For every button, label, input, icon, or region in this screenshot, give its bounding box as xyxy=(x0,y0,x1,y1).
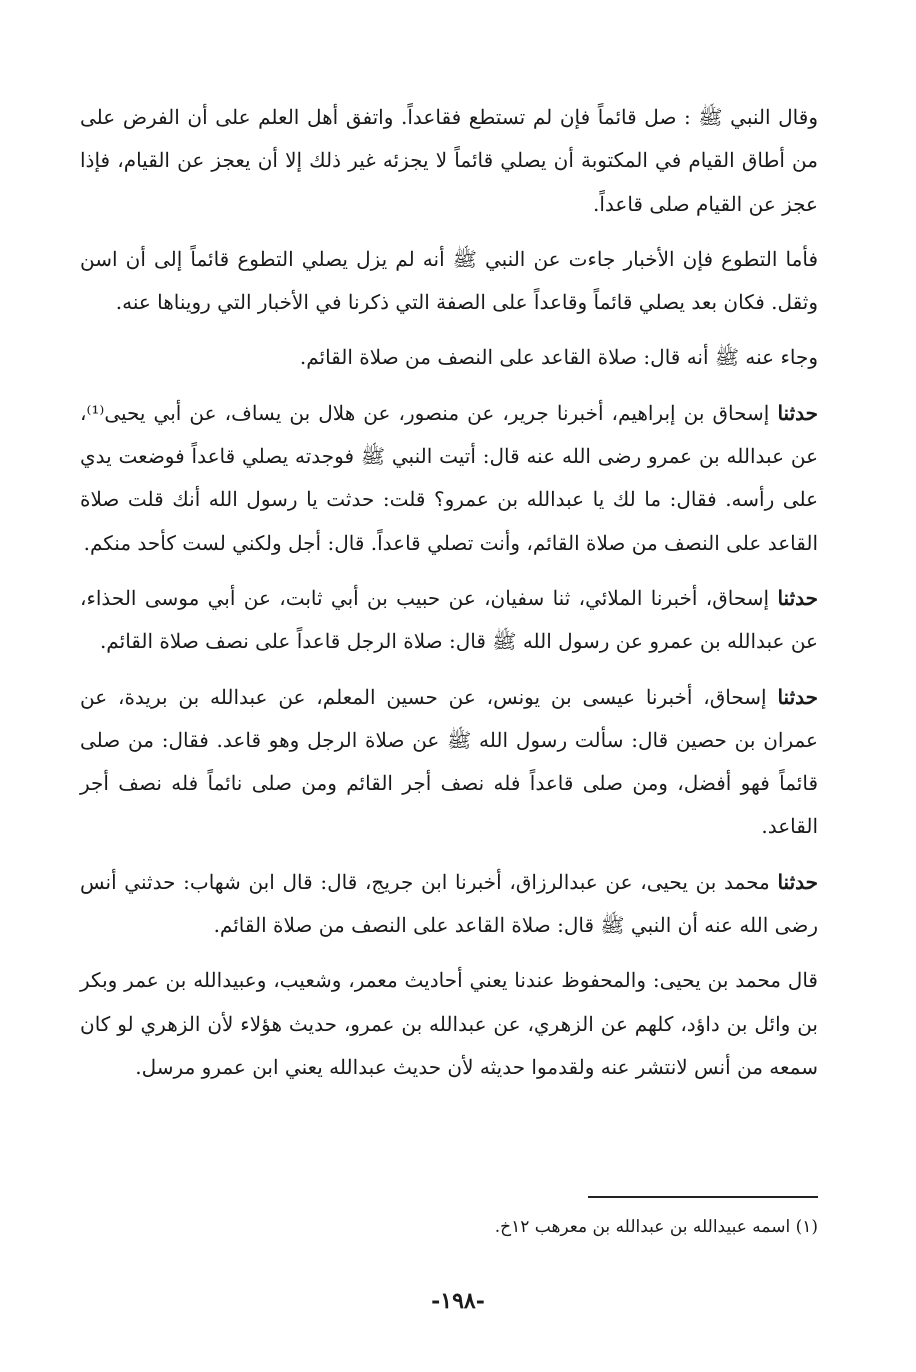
paragraph-2 xyxy=(80,238,818,325)
paragraph-text: إسحاق بن إبراهيم، أخبرنا جرير، عن منصور، عن هلال بن يساف، عن أبي يحيى⁽¹⁾، عن عبدالله بن عمرو رضى الله عنه قال: أتيت النبي ﷺ فوجدته يصلي قاعداً فوضعت يدي على رأسه. فقال: ما لك يا عبدالله بن عمرو؟ قلت: حدثت يا رسول الله أنك قلت صلاة القاعد على النصف من صلاة القائم، وأنت تصلي قاعداً. قال: أجل ولكني لست كأحد منكم. xyxy=(80,400,818,555)
hadith-lead: حدثنا xyxy=(777,869,818,894)
paragraph-text: وجاء عنه ﷺ أنه قال: صلاة القاعد على النصف من صلاة القائم. xyxy=(299,345,818,370)
paragraph-3 xyxy=(80,336,818,379)
paragraph-text: قال محمد بن يحيى: والمحفوظ عندنا يعني أحاديث معمر، وشعيب، وعبيدالله بن عمر وبكر بن وائل بن داؤد، كلهم عن الزهري، عن عبدالله بن عمرو، حديث هؤلاء لأن الزهري لو كان سمعه من أنس لانتشر عنه ولقدموا حديثه لأن حديث عبدالله يعني ابن عمرو مرسل. xyxy=(80,968,818,1079)
paragraph-text: إسحاق، أخبرنا الملائي، ثنا سفيان، عن حبيب بن أبي ثابت، عن أبي موسى الحذاء، عن عبدالله بن عمرو عن رسول الله ﷺ قال: صلاة الرجل قاعداً على نصف صلاة القائم. xyxy=(80,585,818,654)
paragraph-6 xyxy=(80,676,818,849)
paragraph-text: وقال النبي ﷺ : صل قائماً فإن لم تستطع فقاعداً. واتفق أهل العلم على أن الفرض على من أطاق القيام في المكتوبة أن يصلي قائماً لا يجزئه غير ذلك إلا أن يعجز عن القيام، فإذا عجز عن القيام صلى قاعداً. xyxy=(80,105,818,216)
main-text xyxy=(80,96,818,1101)
paragraph-text: محمد بن يحيى، عن عبدالرزاق، أخبرنا ابن جريج، قال: قال ابن شهاب: حدثني أنس رضى الله عنه أن النبي ﷺ قال: صلاة القاعد على النصف من صلاة القائم. xyxy=(80,869,818,938)
paragraph-7 xyxy=(80,861,818,948)
paragraph-5 xyxy=(80,577,818,664)
footnote: (١) اسمه عبيدالله بن عبدالله بن معرهب ١٢خ. xyxy=(494,1217,818,1237)
page-number: -١٩٨- xyxy=(431,1288,485,1314)
paragraph-8 xyxy=(80,959,818,1089)
paragraph-1 xyxy=(80,96,818,226)
paragraph-text: فأما التطوع فإن الأخبار جاءت عن النبي ﷺ أنه لم يزل يصلي التطوع قائماً إلى أن اسن وثقل. فكان بعد يصلي قائماً وقاعداً على الصفة التي ذكرنا في الأخبار التي رويناها عنه. xyxy=(80,246,818,315)
footnote-divider xyxy=(588,1196,818,1198)
hadith-lead: حدثنا xyxy=(777,585,818,610)
paragraph-4 xyxy=(80,392,818,565)
hadith-lead: حدثنا xyxy=(777,400,818,425)
paragraph-text: إسحاق، أخبرنا عيسى بن يونس، عن حسين المعلم، عن عبدالله بن بريدة، عن عمران بن حصين قال: سألت رسول الله ﷺ عن صلاة الرجل وهو قاعد. فقال: من صلى قائماً فهو أفضل، ومن صلى قاعداً فله نصف أجر القائم ومن صلى نائماً فله نصف أجر القاعد. xyxy=(80,684,818,839)
hadith-lead: حدثنا xyxy=(777,684,818,709)
